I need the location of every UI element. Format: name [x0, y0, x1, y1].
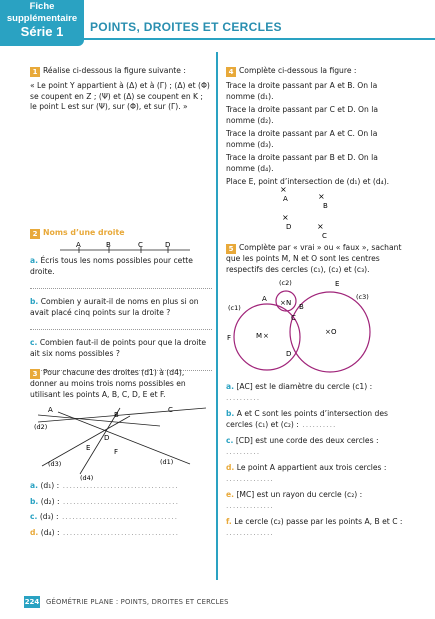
item-label: a. [226, 382, 235, 391]
exercise-3 [30, 368, 212, 400]
ex4-step: Trace la droite passant par A et C. On la nomme (d₃). [226, 129, 378, 149]
label-c3: (c3) [356, 293, 369, 301]
ex2-line-figure [30, 240, 212, 256]
label-d: D [286, 350, 292, 358]
label-n: N [286, 299, 292, 307]
item-label: f. [226, 517, 232, 526]
item-text: [MC] est un rayon du cercle (c₂) : [236, 490, 363, 499]
answer-text: (d₂) : [40, 496, 60, 506]
answer-dots[interactable]: .............. [226, 500, 274, 510]
ex3-lines-figure [30, 402, 212, 482]
ex3-answers [30, 481, 212, 538]
item-label: c. [226, 436, 234, 445]
ex1-statement: « Le point Y appartient à (Δ) et à (Γ) ; (Δ) et (Φ) se coupent en Z ; (Ψ) et (Δ) se coupent en K ; le point L est sur (Ψ), sur (Φ), et sur (Γ). » [30, 81, 210, 111]
exercise-number: 4 [226, 67, 236, 77]
header-rule [84, 38, 435, 40]
page-title: POINTS, DROITES ET CERCLES [90, 20, 282, 34]
label-e: E [335, 280, 340, 288]
point-a-label: A [76, 241, 81, 249]
answer-text: (d₃) : [39, 512, 59, 521]
ex4-step: Trace la droite passant par A et B. On la nomme (d₁). [226, 81, 378, 101]
answer-dots[interactable]: .................................. [58, 512, 179, 521]
qc-label: c. [30, 338, 38, 347]
qb-label: b. [30, 297, 39, 306]
item-text: Le point A appartient aux trois cercles : [236, 463, 387, 472]
label-e: E [86, 444, 91, 452]
ex5-instruction: Complète par « vrai » ou « faux », sachant que les points M, N et O sont les centres respectifs des cercles (c₁), (c₂) et (c₃). [226, 243, 402, 274]
exercise-2 [30, 228, 212, 239]
label-d3: (d3) [48, 460, 62, 468]
qb-text: Combien y aurait-il de noms en plus si on avait placé cinq points sur la droite ? [30, 297, 199, 317]
qa-text: Écris tous les noms possibles pour cette droite. [30, 256, 193, 276]
ex5-items [226, 382, 408, 538]
label-o: O [331, 328, 337, 336]
label-b: B [114, 411, 119, 419]
label-a: A [48, 406, 53, 414]
point-b-label: B [106, 241, 111, 249]
point-d-label: D [286, 223, 292, 231]
ex2-questions [30, 256, 212, 371]
answer-dots[interactable]: .......... [298, 419, 337, 429]
column-divider [216, 52, 218, 580]
label-m: M [256, 332, 263, 340]
ex4-points-figure [226, 182, 406, 240]
label-d2: (d2) [34, 423, 48, 431]
item-text: [CD] est une corde des deux cercles : [235, 436, 379, 445]
tab-line2: supplémentaire [6, 13, 78, 24]
cross-n: × [280, 299, 286, 307]
point-c-label: C [322, 232, 327, 240]
ex4-instruction: Complète ci-dessous la figure : [239, 66, 357, 75]
item-label: b. [226, 409, 235, 418]
ex4-step: Trace la droite passant par B et D. On la nomme (d₄). [226, 153, 378, 173]
point-d-label: D [165, 241, 171, 249]
item-text: A et C sont les points d’intersection des cercles (c₁) et (c₂) : [226, 409, 388, 429]
point-a-label: A [283, 195, 288, 203]
line-d3 [42, 416, 130, 466]
ex2-heading: Noms d’une droite [43, 228, 125, 237]
point-b-label: B [323, 202, 328, 210]
page-number: 224 [24, 598, 40, 606]
answer-text: (d₄) : [40, 527, 60, 537]
exercise-number: 2 [30, 229, 40, 239]
answer-label: b. [30, 496, 39, 506]
answer-line[interactable] [30, 288, 212, 289]
ex3-instruction: Pour chacune des droites (d1) à (d4), donner au moins trois noms possibles en utilisant les points A, B, C, D, E et F. [30, 368, 186, 399]
tab-series: Série 1 [20, 24, 64, 39]
item-label: d. [226, 463, 235, 472]
line-d2-ac [38, 408, 206, 422]
cross-m: × [263, 332, 269, 340]
exercise-4 [226, 66, 406, 188]
answer-dots[interactable]: .......... [226, 392, 261, 402]
item-text: [AC] est le diamètre du cercle (c1) : [236, 382, 373, 391]
ex5-circles-figure [226, 276, 408, 380]
cross-a: × [280, 185, 287, 194]
cross-d: × [282, 213, 289, 222]
label-c: C [168, 406, 173, 414]
answer-label: d. [30, 527, 39, 537]
ex4-step: Place E, point d’intersection de (d₁) et (d₄). [226, 177, 390, 186]
exercise-number: 1 [30, 67, 40, 77]
ex4-step: Trace la droite passant par C et D. On la nomme (d₂). [226, 105, 379, 125]
exercise-number: 3 [30, 369, 40, 379]
label-c1: (c1) [228, 304, 241, 312]
answer-dots[interactable]: .................................. [59, 527, 179, 537]
tab-line1: Fiche [29, 1, 55, 12]
label-d: D [104, 434, 110, 442]
cross-c: × [317, 222, 324, 231]
series-tab [0, 0, 84, 46]
label-d1: (d1) [160, 458, 174, 466]
answer-label: c. [30, 512, 38, 521]
label-a: A [262, 295, 267, 303]
cross-b: × [318, 192, 325, 201]
answer-label: a. [30, 481, 39, 490]
answer-dots[interactable]: .......... [226, 446, 261, 456]
label-c: C [291, 314, 296, 322]
answer-dots[interactable]: .................................. [59, 481, 179, 490]
ex1-instruction: Réalise ci-dessous la figure suivante : [43, 66, 186, 75]
label-f: F [114, 448, 119, 456]
answer-dots[interactable]: .............. [226, 527, 274, 537]
qc-text: Combien faut-il de points pour que la droite ait six noms possibles ? [30, 338, 207, 358]
answer-dots[interactable]: .............. [226, 473, 274, 483]
cross-o: × [325, 328, 331, 336]
item-label: e. [226, 490, 235, 499]
label-c2: (c2) [279, 279, 292, 287]
label-d4: (d4) [80, 474, 94, 482]
exercise-5 [226, 243, 408, 275]
answer-dots[interactable]: .................................. [59, 496, 179, 506]
label-b: B [299, 303, 304, 311]
footer-text: GÉOMÉTRIE PLANE : POINTS, DROITES ET CERCLES [46, 598, 229, 606]
answer-text: (d₁) : [40, 481, 60, 490]
answer-line[interactable] [30, 329, 212, 330]
point-c-label: C [138, 241, 143, 249]
label-f: F [227, 334, 232, 342]
exercise-1 [30, 66, 212, 113]
exercise-number: 5 [226, 244, 236, 254]
qa-label: a. [30, 256, 39, 265]
item-text: Le cercle (c₂) passe par les points A, B et C : [234, 517, 403, 526]
